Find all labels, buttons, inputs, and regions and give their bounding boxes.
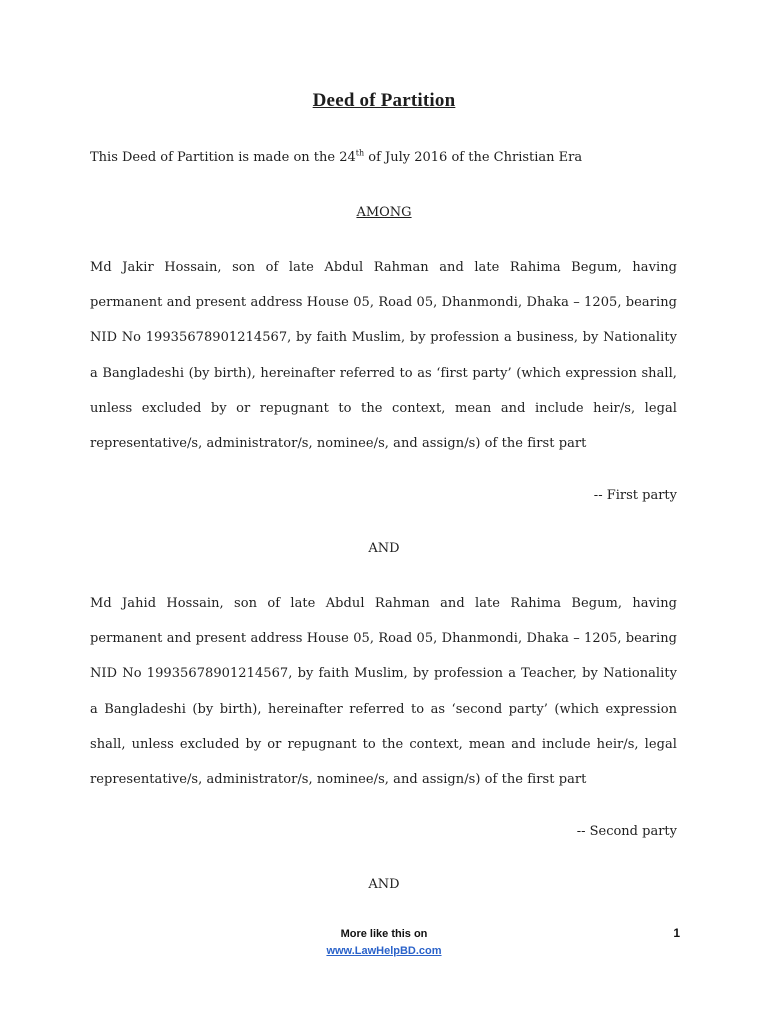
document-title: Deed of Partition xyxy=(312,90,456,111)
intro-text-end: of July 2016 of the Christian Era xyxy=(364,150,583,165)
footer-more-text: More like this on xyxy=(340,928,428,940)
intro-sentence xyxy=(90,150,690,165)
intro-text-start: This Deed of Partition is made on the 24 xyxy=(90,150,356,165)
second-party-paragraph: Md Jahid Hossain, son of late Abdul Rahman and late Rahima Begum, having permanent and present address House 05, Road 05, Dhanmondi, Dhaka – 1205, bearing NID No 19935678901214567, by faith Muslim, by profession a Teacher, by Nationality a Bangladeshi (by birth), hereinafter referred to as ‘second party’ (which expression shall, unless excluded by or repugnant to the context, mean and include heir/s, legal representative/s, administrator/s, nominee/s, and assign/s) of the first part xyxy=(90,596,677,788)
page-footer xyxy=(0,926,768,960)
page-number: 1 xyxy=(673,926,680,940)
and-separator-1: AND xyxy=(368,541,400,556)
intro-ordinal-suffix: th xyxy=(355,148,365,158)
and-separator-2: AND xyxy=(368,877,400,892)
first-party-label: -- First party xyxy=(593,488,677,503)
second-party-label: -- Second party xyxy=(576,824,677,839)
first-party-paragraph: Md Jakir Hossain, son of late Abdul Rahman and late Rahima Begum, having permanent and present address House 05, Road 05, Dhanmondi, Dhaka – 1205, bearing NID No 19935678901214567, by faith Muslim, by profession a business, by Nationality a Bangladeshi (by birth), hereinafter referred to as ‘first party’ (which expression shall, unless excluded by or repugnant to the context, mean and include heir/s, legal representative/s, administrator/s, nominee/s, and assign/s) of the first part xyxy=(90,260,677,452)
among-heading: AMONG xyxy=(356,205,412,220)
footer-website-link[interactable]: www.LawHelpBD.com xyxy=(326,945,442,957)
